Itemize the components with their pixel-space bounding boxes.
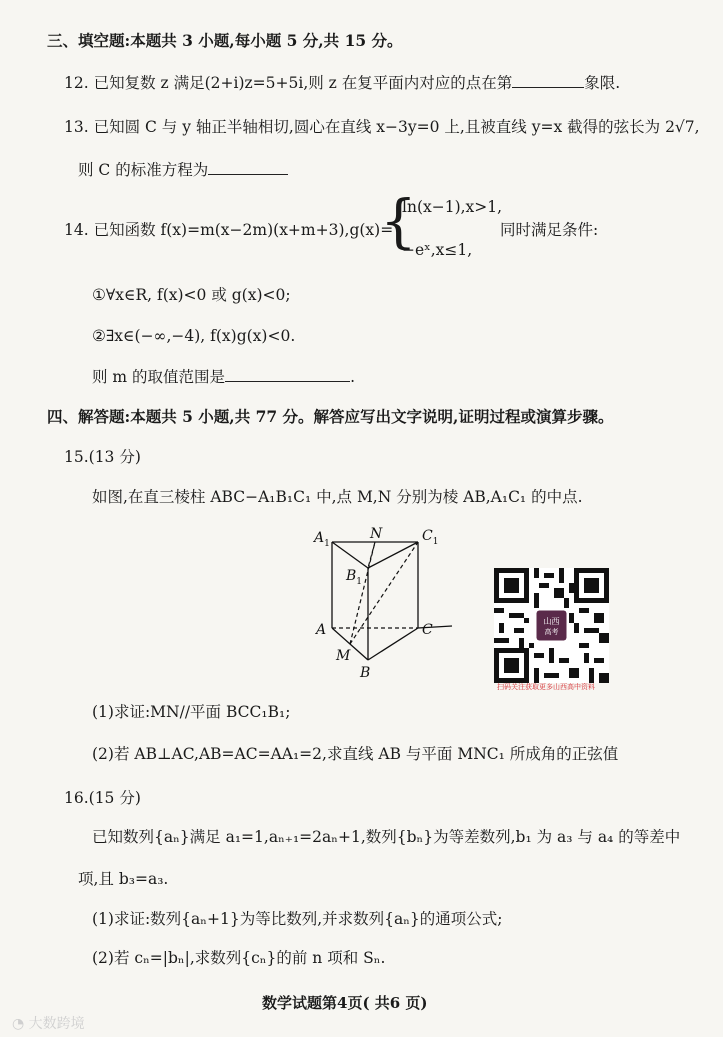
q13-line1: 13. 已知圆 C 与 y 轴正半轴相切,圆心在直线 x−3y=0 上,且被直线 y=x 截得的弦长为 2√7, [64, 118, 700, 136]
piecewise-brace: { [380, 187, 417, 255]
q12-answer-blank[interactable] [512, 73, 584, 88]
q14-tail: 同时满足条件: [500, 221, 599, 239]
watermark: ◔ 大数跨境 [12, 1016, 85, 1032]
qr-caption: 扫码关注获取更多山西高中资料 [497, 683, 595, 691]
q12-line [64, 72, 620, 94]
q15-intro: 如图,在直三棱柱 ABC−A₁B₁C₁ 中,点 M,N 分别为棱 AB,A₁C₁ 的中点. [92, 488, 583, 506]
label-B: B [360, 665, 371, 681]
q14-case1: ln(x−1),x>1, [402, 198, 503, 216]
label-M: M [336, 648, 351, 664]
qr-badge-line2: 高考 [544, 628, 559, 636]
q15-part2: (2)若 AB⊥AC,AB=AC=AA₁=2,求直线 AB 与平面 MNC₁ 所成角的正弦值 [92, 745, 619, 763]
qr-code[interactable] [494, 568, 609, 687]
q15-score: 15.(13 分) [64, 448, 141, 466]
q13-text: 则 C 的标准方程为 [78, 161, 209, 179]
q12-text: 12. 已知复数 z 满足(2+i)z=5+5i,则 z 在复平面内对应的点在第 [64, 74, 513, 92]
q12-text-end: 象限. [584, 74, 621, 92]
q16-intro1: 已知数列{aₙ}满足 a₁=1,aₙ₊₁=2aₙ+1,数列{bₙ}为等差数列,b₁ 为 a₃ 与 a₄ 的等差中 [92, 828, 681, 846]
label-B1: $B_1$ [346, 568, 363, 587]
q14-cond1: ①∀x∈R, f(x)<0 或 g(x)<0; [92, 286, 291, 304]
q16-part1: (1)求证:数列{aₙ+1}为等比数列,并求数列{aₙ}的通项公式; [92, 910, 503, 928]
q14-case2: −eˣ,x≤1, [402, 241, 473, 259]
q14-ask: 则 m 的取值范围是 [92, 368, 226, 386]
prism-figure [300, 520, 470, 685]
q13-line2 [78, 159, 288, 181]
q13-answer-blank[interactable] [208, 160, 288, 175]
qr-badge-line1: 山西 [543, 617, 560, 626]
q14-lead: 14. 已知函数 f(x)=m(x−2m)(x+m+3),g(x)= [64, 221, 394, 239]
label-A1: $A_1$ [314, 530, 330, 549]
watermark-icon: ◔ [12, 1016, 29, 1032]
section4-heading: 四、解答题:本题共 5 小题,共 77 分。解答应写出文字说明,证明过程或演算步骤。 [47, 407, 614, 426]
q16-score: 16.(15 分) [64, 789, 141, 807]
q16-part2: (2)若 cₙ=|bₙ|,求数列{cₙ}的前 n 项和 Sₙ. [92, 949, 386, 967]
q14-cond2: ②∃x∈(−∞,−4), f(x)g(x)<0. [92, 327, 296, 345]
label-C1: $C_1$ [422, 528, 439, 547]
label-N: N [370, 526, 383, 542]
q15-part1: (1)求证:MN//平面 BCC₁B₁; [92, 703, 291, 721]
q14-ask-line: 则 m 的取值范围是 . [92, 368, 355, 386]
q14-answer-blank[interactable] [225, 367, 350, 382]
page-footer: 数学试题第4页( 共6 页) [262, 994, 428, 1012]
label-C: C [422, 622, 433, 638]
qr-code-image [494, 568, 609, 683]
q16-intro2: 项,且 b₃=a₃. [78, 870, 169, 888]
label-A: A [316, 622, 327, 638]
section3-heading: 三、填空题:本题共 3 小题,每小题 5 分,共 15 分。 [47, 31, 403, 50]
